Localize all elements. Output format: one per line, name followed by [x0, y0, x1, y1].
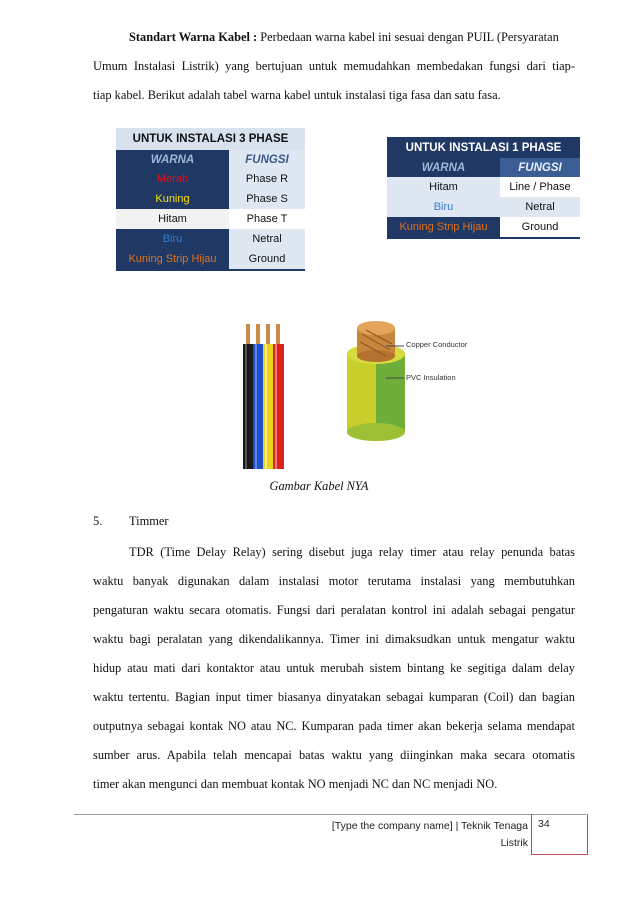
four-cable-bundle	[243, 324, 284, 469]
body-line: hidup atau mati dari kontaktor atau untuk merubah sistem bintang ke segitiga dalam delay	[93, 661, 575, 675]
single-cable	[347, 321, 405, 441]
section-number: 5.	[93, 514, 103, 528]
table-3-phase-title: UNTUK INSTALASI 3 PHASE	[116, 128, 305, 150]
table-row	[116, 169, 305, 189]
body-line: pengaturan waktu secara otomatis. Fungsi dari peralatan kontrol ini adalah sebagai pengatur	[93, 603, 575, 617]
body-line: sumber arus. Apabila telah mencapai batas waktu yang diinginkan maka secara otomatis	[93, 748, 575, 762]
table-3-phase-warna-cell: Merah	[116, 169, 229, 189]
page-number: 34	[538, 818, 550, 830]
table-1-phase	[387, 137, 580, 239]
table-3-phase-fungsi-cell: Phase T	[229, 209, 305, 229]
intro-line-1	[93, 23, 575, 52]
table-3-phase-fungsi-cell: Phase R	[229, 169, 305, 189]
table-1-phase-fungsi-cell: Line / Phase	[500, 177, 580, 197]
table-row	[387, 197, 580, 217]
table-3-phase-fungsi-cell: Phase S	[229, 189, 305, 209]
table-1-phase-warna-cell: Biru	[387, 197, 500, 217]
table-3-phase-warna-cell: Biru	[116, 229, 229, 249]
table-row	[387, 177, 580, 197]
table-1-phase-fungsi-cell: Netral	[500, 197, 580, 217]
footer-text	[300, 818, 528, 852]
table-1-phase-header-warna: WARNA	[387, 158, 500, 177]
table-3-phase-fungsi-cell: Netral	[229, 229, 305, 249]
table-row	[387, 217, 580, 238]
intro-line-2: Umum Instalasi Listrik) yang bertujuan untuk memudahkan membedakan fungsi dari tiap-	[93, 59, 575, 73]
figure-caption: Gambar Kabel NYA	[269, 479, 369, 493]
body-line: waktu banyak digunakan dalam instalasi motor terutama instalasi yang membutuhkan	[93, 574, 575, 588]
table-3-phase	[116, 128, 305, 271]
table-1-phase-header-fungsi: FUNGSI	[500, 158, 580, 177]
table-3-phase-header-warna: WARNA	[116, 150, 229, 169]
footer-divider	[74, 814, 586, 815]
table-row	[116, 249, 305, 270]
footer-line-2: Listrik	[500, 837, 528, 849]
table-3-phase-warna-cell: Hitam	[116, 209, 229, 229]
table-3-phase-header-fungsi: FUNGSI	[229, 150, 305, 169]
table-3-phase-warna-cell: Kuning	[116, 189, 229, 209]
intro-bold-label: Standart Warna Kabel :	[129, 30, 258, 44]
table-3-phase-fungsi-cell: Ground	[229, 249, 305, 270]
intro-paragraph	[93, 23, 575, 110]
intro-line-3: tiap kabel. Berikut adalah tabel warna kabel untuk instalasi tiga fasa dan satu fasa.	[93, 88, 501, 102]
table-1-phase-warna-cell: Kuning Strip Hijau	[387, 217, 500, 238]
body-paragraph	[93, 538, 575, 799]
table-1-phase-fungsi-cell: Ground	[500, 217, 580, 238]
body-line: waktu tertentu. Bagian input timer biasanya dinyatakan sebagai kumparan (Coil) dan bagian	[93, 690, 575, 704]
label-pvc-insulation: PVC Insulation	[406, 373, 456, 382]
table-1-phase-title: UNTUK INSTALASI 1 PHASE	[387, 137, 580, 158]
footer-line-1: [Type the company name] | Teknik Tenaga	[331, 820, 528, 832]
table-3-phase-warna-cell: Kuning Strip Hijau	[116, 249, 229, 270]
body-line: waktu bagi peralatan yang dikendalikannya. Timer ini dimaksudkan untuk mengatur waktu	[93, 632, 575, 646]
body-line: timer akan mengunci dan membuat kontak NO menjadi NC dan NC menjadi NO.	[93, 777, 498, 791]
table-row	[116, 209, 305, 229]
section-title: Timmer	[129, 514, 169, 528]
label-copper-conductor: Copper Conductor	[406, 340, 468, 349]
cable-illustration	[236, 316, 536, 471]
table-row	[116, 229, 305, 249]
body-line: TDR (Time Delay Relay) sering disebut juga relay timer atau relay penunda batas	[129, 545, 575, 559]
table-row	[116, 189, 305, 209]
table-1-phase-warna-cell: Hitam	[387, 177, 500, 197]
intro-line-1-text: Perbedaan warna kabel ini sesuai dengan PUIL (Persyaratan	[260, 30, 559, 44]
body-line: outputnya sebagai kontak NO atau NC. Kumparan pada timer akan bekerja selama mendapat	[93, 719, 575, 733]
